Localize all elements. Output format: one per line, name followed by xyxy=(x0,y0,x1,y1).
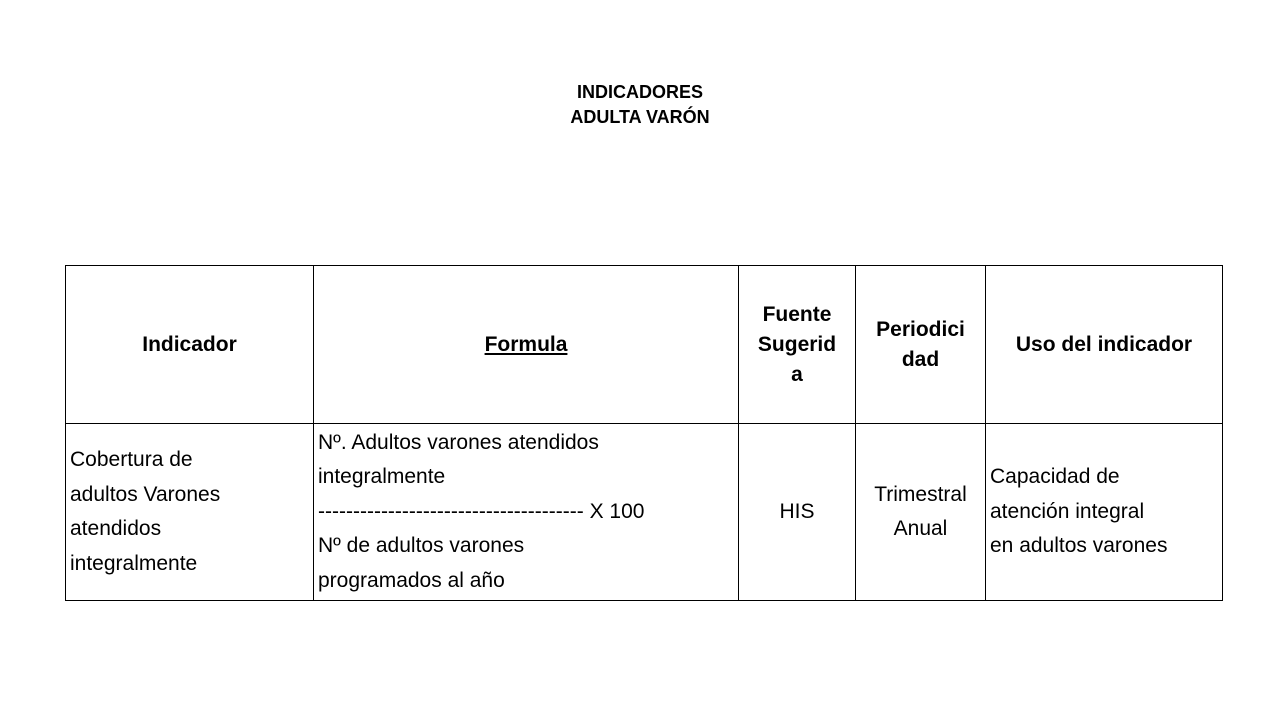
cell-formula: Nº. Adultos varones atendidos integralmente -------------------------------------- X 100 Nº de adultos varones programados al año xyxy=(314,424,739,601)
table-header-row xyxy=(66,266,1223,424)
header-periodicidad: Periodici dad xyxy=(856,266,986,424)
header-uso-del-indicador: Uso del indicador xyxy=(986,266,1223,424)
cell-fuente: HIS xyxy=(739,424,856,601)
title-line-1: INDICADORES xyxy=(576,82,703,102)
cell-indicador: Cobertura de adultos Varones atendidos integralmente xyxy=(66,424,314,601)
header-indicador: Indicador xyxy=(66,266,314,424)
cell-uso: Capacidad de atención integral en adultos varones xyxy=(986,424,1223,601)
header-fuente-sugerida: Fuente Sugerid a xyxy=(739,266,856,424)
header-formula: Formula xyxy=(314,266,739,424)
table-row xyxy=(66,424,1223,601)
document-title xyxy=(0,80,1280,130)
cell-periodicidad: Trimestral Anual xyxy=(856,424,986,601)
indicators-table xyxy=(65,265,1223,601)
title-line-2: ADULTA VARÓN xyxy=(570,107,710,127)
